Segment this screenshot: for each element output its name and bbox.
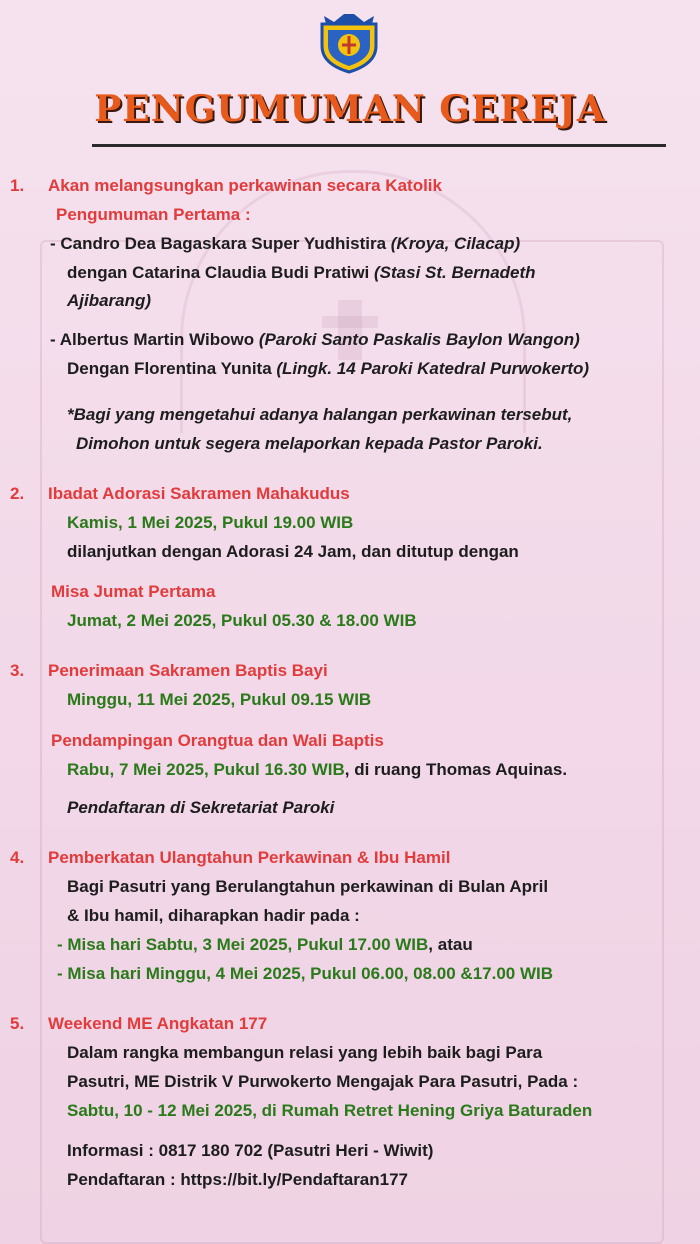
section-5-text-2: Pasutri, ME Distrik V Purwokerto Mengajak Para Pasutri, Pada : <box>67 1072 579 1091</box>
section-2-date-2: Jumat, 2 Mei 2025, Pukul 05.30 & 18.00 WIB <box>67 611 417 630</box>
section-3-location: , di ruang Thomas Aquinas. <box>344 760 568 779</box>
couple-1-groom-origin: (Kroya, Cilacap) <box>390 234 521 253</box>
parish-emblem-icon <box>316 10 382 76</box>
section-3-note: Pendaftaran di Sekretariat Paroki <box>67 798 335 817</box>
couple-2-line-1 <box>50 330 580 350</box>
section-2-date-1: Kamis, 1 Mei 2025, Pukul 19.00 WIB <box>67 513 354 532</box>
section-2-heading: Ibadat Adorasi Sakramen Mahakudus <box>48 484 350 503</box>
couple-1-line-1 <box>50 234 520 254</box>
section-5-text-1: Dalam rangka membangun relasi yang lebih baik bagi Para <box>67 1043 543 1062</box>
section-1-subheading: Pengumuman Pertama : <box>56 205 251 224</box>
couple-1-bride-name: dengan Catarina Claudia Budi Pratiwi <box>67 263 374 282</box>
section-1-note-line-1: *Bagi yang mengetahui adanya halangan perkawinan tersebut, <box>67 405 573 424</box>
couple-1-bride-origin: (Stasi St. Bernadeth <box>374 263 536 282</box>
couple-2-bride-name: Dengan Florentina Yunita <box>67 359 277 378</box>
section-4-number: 4. <box>10 848 25 867</box>
section-4-text-2: & Ibu hamil, diharapkan hadir pada : <box>67 906 360 925</box>
section-5-info: Informasi : 0817 180 702 (Pasutri Heri - Wiwit) <box>67 1141 434 1160</box>
section-3-subheading: Pendampingan Orangtua dan Wali Baptis <box>51 731 384 750</box>
page-title: PENGUMUMAN GEREJA <box>94 88 606 130</box>
section-1-note-line-2: Dimohon untuk segera melaporkan kepada Pastor Paroki. <box>76 434 543 453</box>
section-2-subheading: Misa Jumat Pertama <box>51 582 216 601</box>
section-1-number: 1. <box>10 176 25 195</box>
section-1-heading: Akan melangsungkan perkawinan secara Katolik <box>48 176 442 195</box>
section-4-heading: Pemberkatan Ulangtahun Perkawinan & Ibu Hamil <box>48 848 451 867</box>
section-5-heading: Weekend ME Angkatan 177 <box>48 1014 268 1033</box>
section-5-number: 5. <box>10 1014 25 1033</box>
title-divider <box>92 144 666 147</box>
couple-2-line-2 <box>67 359 589 379</box>
couple-2-groom-origin: (Paroki Santo Paskalis Baylon Wangon) <box>258 330 580 349</box>
section-3-number: 3. <box>10 661 25 680</box>
section-2-text-1: dilanjutkan dengan Adorasi 24 Jam, dan ditutup dengan <box>67 542 519 561</box>
section-3-date-2: Rabu, 7 Mei 2025, Pukul 16.30 WIB <box>67 760 345 779</box>
section-4-mass-1-line <box>57 935 473 955</box>
couple-1-line-2 <box>67 263 536 283</box>
section-3-date-1: Minggu, 11 Mei 2025, Pukul 09.15 WIB <box>67 690 372 709</box>
background-cross-bar <box>322 316 378 328</box>
section-4-mass-1: - Misa hari Sabtu, 3 Mei 2025, Pukul 17.00 WIB <box>57 935 429 954</box>
section-4-text-1: Bagi Pasutri yang Berulangtahun perkawinan di Bulan April <box>67 877 549 896</box>
couple-1-groom-name: - Candro Dea Bagaskara Super Yudhistira <box>50 234 391 253</box>
section-4-mass-2: - Misa hari Minggu, 4 Mei 2025, Pukul 06.00, 08.00 &17.00 WIB <box>57 964 554 983</box>
couple-1-bride-origin-cont: Ajibarang) <box>67 291 152 310</box>
section-5-registration-link[interactable]: Pendaftaran : https://bit.ly/Pendaftaran177 <box>67 1170 409 1189</box>
section-3-date-2-line <box>67 760 567 780</box>
section-2-number: 2. <box>10 484 25 503</box>
couple-2-groom-name: - Albertus Martin Wibowo <box>50 330 259 349</box>
couple-2-bride-origin: (Lingk. 14 Paroki Katedral Purwokerto) <box>276 359 590 378</box>
section-5-date: Sabtu, 10 - 12 Mei 2025, di Rumah Retret Hening Griya Baturaden <box>67 1101 593 1120</box>
section-3-heading: Penerimaan Sakramen Baptis Bayi <box>48 661 328 680</box>
section-4-mass-1-tail: , atau <box>428 935 473 954</box>
